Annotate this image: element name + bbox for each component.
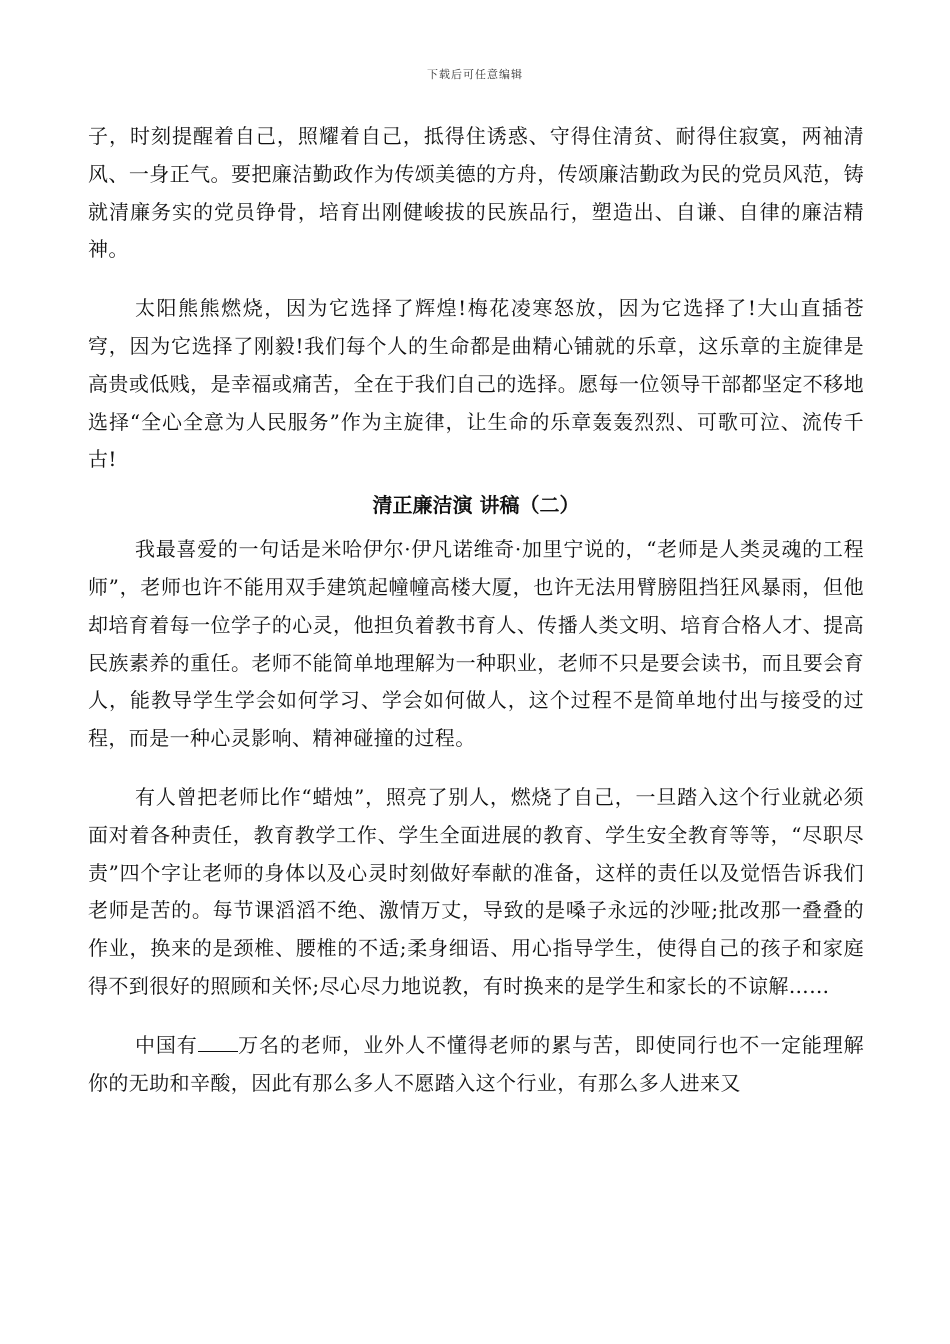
paragraph-5-rest: 万名的老师，业外人不懂得老师的累与苦，即使同行也不一定能理解你的无助和辛酸，因此有那么多人不愿踏入这个行业，有那么多人进来又 <box>88 1032 865 1095</box>
document-body <box>88 118 864 1102</box>
paragraph-5 <box>88 1027 864 1103</box>
paragraph-4: 有人曾把老师比作“蜡烛”，照亮了别人，燃烧了自己，一旦踏入这个行业就必须面对着各种责任，教育教学工作、学生全面进展的教育、学生安全教育等等，“尽职尽责”四个字让老师的身体以及心灵时刻做好奉献的准备，这样的责任以及觉悟告诉我们老师是苦的。每节课滔滔不绝、激情万丈，导致的是嗓子永远的沙哑;批改那一叠叠的作业，换来的是颈椎、腰椎的不适;柔身细语、用心指导学生，使得自己的孩子和家庭得不到很好的照顾和关怀;尽心尽力地说教，有时换来的是学生和家长的不谅解…… <box>88 784 864 998</box>
paragraph-5-start: 中国有 <box>135 1032 198 1057</box>
paragraph-3: 我最喜爱的一句话是米哈伊尔·伊凡诺维奇·加里宁说的，“老师是人类灵魂的工程师”，老师也许不能用双手建筑起幢幢高楼大厦，也许无法用臂膀阻挡狂风暴雨，但他却培育着每一位学子的心灵，他担负着教书育人、传播人类文明、培育合格人才、提高民族素养的重任。老师不能简单地理解为一种职业，老师不只是要会读书，而且要会育人，能教导学生学会如何学习、学会如何做人，这个过程不是简单地付出与接受的过程，而是一种心灵影响、精神碰撞的过程。 <box>88 537 864 751</box>
section-title: 清正廉洁演 讲稿（二） <box>372 493 580 518</box>
header-note: 下载后可任意编辑 <box>427 68 523 81</box>
paragraph-2: 太阳熊熊燃烧，因为它选择了辉煌!梅花凌寒怒放，因为它选择了!大山直插苍穹，因为它选择了刚毅!我们每个人的生命都是曲精心铺就的乐章，这乐章的主旋律是高贵或低贱，是幸福或痛苦，全在于我们自己的选择。愿每一位领导干部都坚定不移地选择“全心全意为人民服务”作为主旋律，让生命的乐章轰轰烈烈、可歌可泣、流传千古! <box>88 296 864 472</box>
fill-in-blank <box>198 1033 238 1052</box>
paragraph-1: 子，时刻提醒着自己，照耀着自己，抵得住诱惑、守得住清贫、耐得住寂寞，两袖清风、一身正气。要把廉洁勤政作为传颂美德的方舟，传颂廉洁勤政为民的党员风范，铸就清廉务实的党员铮骨，培育出刚健峻拔的民族品行，塑造出、自谦、自律的廉洁精神。 <box>88 124 864 262</box>
